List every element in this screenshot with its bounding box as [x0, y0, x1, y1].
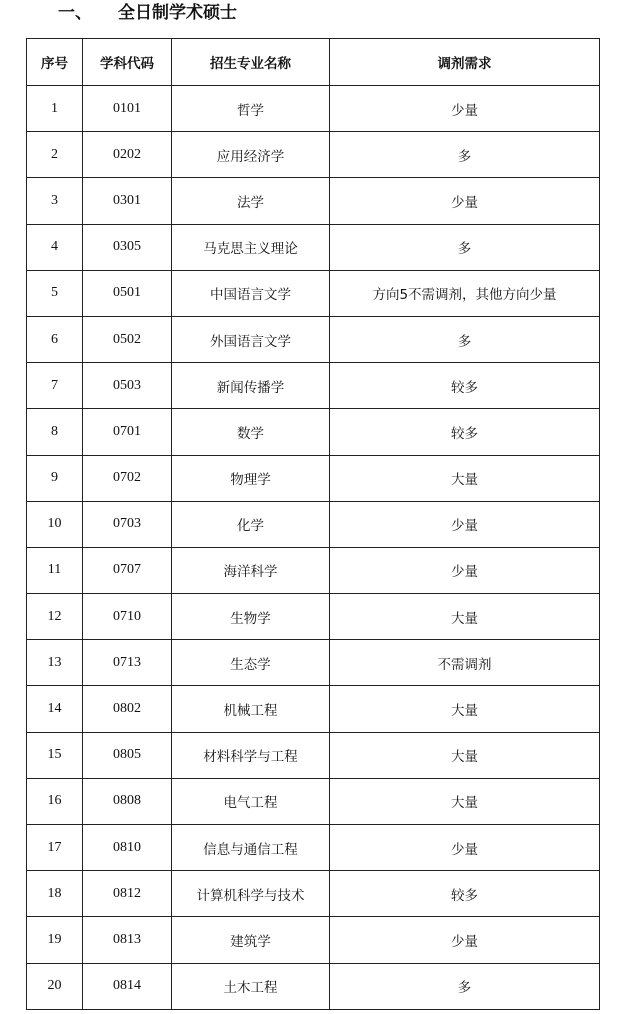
- table-row: [27, 686, 600, 732]
- table-body: [27, 86, 600, 1010]
- table-row: [27, 86, 600, 132]
- table-row: [27, 132, 600, 178]
- header-demand: 调剂需求: [330, 39, 600, 86]
- cell-seq: 17: [27, 825, 83, 871]
- table-row: [27, 778, 600, 824]
- cell-demand: 少量: [330, 86, 600, 132]
- cell-seq: 8: [27, 409, 83, 455]
- cell-seq: 19: [27, 917, 83, 963]
- cell-demand: 多: [330, 132, 600, 178]
- cell-code: 0702: [83, 455, 172, 501]
- cell-demand: 少量: [330, 917, 600, 963]
- cell-demand: 不需调剂: [330, 640, 600, 686]
- cell-code: 0808: [83, 778, 172, 824]
- header-major: 招生专业名称: [172, 39, 330, 86]
- cell-demand: 少量: [330, 178, 600, 224]
- cell-major: 土木工程: [172, 963, 330, 1009]
- section-heading: [58, 0, 237, 26]
- table-row: [27, 224, 600, 270]
- table-row: [27, 871, 600, 917]
- cell-code: 0703: [83, 501, 172, 547]
- cell-seq: 7: [27, 363, 83, 409]
- cell-major: 新闻传播学: [172, 363, 330, 409]
- cell-major: 中国语言文学: [172, 270, 330, 316]
- cell-major: 计算机科学与技术: [172, 871, 330, 917]
- section-number: 一、: [58, 3, 92, 23]
- table-row: [27, 594, 600, 640]
- table-row: [27, 178, 600, 224]
- cell-seq: 6: [27, 316, 83, 362]
- cell-seq: 13: [27, 640, 83, 686]
- cell-seq: 1: [27, 86, 83, 132]
- cell-code: 0707: [83, 547, 172, 593]
- table-row: [27, 455, 600, 501]
- cell-demand: 大量: [330, 778, 600, 824]
- cell-major: 哲学: [172, 86, 330, 132]
- cell-code: 0502: [83, 316, 172, 362]
- cell-code: 0810: [83, 825, 172, 871]
- cell-seq: 3: [27, 178, 83, 224]
- cell-demand: 多: [330, 963, 600, 1009]
- cell-demand: 少量: [330, 825, 600, 871]
- cell-major: 生态学: [172, 640, 330, 686]
- table-row: [27, 825, 600, 871]
- cell-code: 0710: [83, 594, 172, 640]
- header-seq: 序号: [27, 39, 83, 86]
- cell-code: 0813: [83, 917, 172, 963]
- cell-demand: 少量: [330, 547, 600, 593]
- cell-major: 电气工程: [172, 778, 330, 824]
- cell-code: 0802: [83, 686, 172, 732]
- cell-demand: 少量: [330, 501, 600, 547]
- cell-major: 应用经济学: [172, 132, 330, 178]
- table-header-row: [27, 39, 600, 86]
- cell-seq: 16: [27, 778, 83, 824]
- cell-seq: 2: [27, 132, 83, 178]
- table-row: [27, 917, 600, 963]
- cell-demand: 大量: [330, 686, 600, 732]
- cell-demand: 多: [330, 224, 600, 270]
- cell-major: 建筑学: [172, 917, 330, 963]
- cell-demand: 大量: [330, 594, 600, 640]
- cell-major: 马克思主义理论: [172, 224, 330, 270]
- cell-major: 海洋科学: [172, 547, 330, 593]
- cell-major: 材料科学与工程: [172, 732, 330, 778]
- cell-seq: 20: [27, 963, 83, 1009]
- cell-seq: 12: [27, 594, 83, 640]
- cell-major: 化学: [172, 501, 330, 547]
- cell-major: 生物学: [172, 594, 330, 640]
- cell-code: 0805: [83, 732, 172, 778]
- cell-demand: 较多: [330, 871, 600, 917]
- table-row: [27, 363, 600, 409]
- header-code: 学科代码: [83, 39, 172, 86]
- cell-seq: 10: [27, 501, 83, 547]
- cell-seq: 15: [27, 732, 83, 778]
- table-row: [27, 963, 600, 1009]
- cell-demand: 大量: [330, 732, 600, 778]
- cell-code: 0101: [83, 86, 172, 132]
- cell-major: 信息与通信工程: [172, 825, 330, 871]
- cell-seq: 5: [27, 270, 83, 316]
- cell-major: 法学: [172, 178, 330, 224]
- table-row: [27, 270, 600, 316]
- admission-quota-table: [26, 38, 600, 1010]
- cell-major: 机械工程: [172, 686, 330, 732]
- cell-code: 0202: [83, 132, 172, 178]
- table-row: [27, 547, 600, 593]
- cell-seq: 11: [27, 547, 83, 593]
- cell-major: 物理学: [172, 455, 330, 501]
- cell-code: 0503: [83, 363, 172, 409]
- cell-code: 0713: [83, 640, 172, 686]
- cell-major: 外国语言文学: [172, 316, 330, 362]
- cell-demand: 较多: [330, 363, 600, 409]
- table-row: [27, 501, 600, 547]
- cell-seq: 4: [27, 224, 83, 270]
- cell-code: 0814: [83, 963, 172, 1009]
- cell-code: 0305: [83, 224, 172, 270]
- cell-major: 数学: [172, 409, 330, 455]
- cell-seq: 18: [27, 871, 83, 917]
- table-row: [27, 409, 600, 455]
- cell-code: 0501: [83, 270, 172, 316]
- cell-demand: 大量: [330, 455, 600, 501]
- cell-demand: 较多: [330, 409, 600, 455]
- cell-code: 0812: [83, 871, 172, 917]
- cell-seq: 14: [27, 686, 83, 732]
- cell-demand: 方向5不需调剂，其他方向少量: [330, 270, 600, 316]
- table-row: [27, 732, 600, 778]
- cell-demand: 多: [330, 316, 600, 362]
- table-row: [27, 316, 600, 362]
- table-row: [27, 640, 600, 686]
- cell-code: 0301: [83, 178, 172, 224]
- cell-code: 0701: [83, 409, 172, 455]
- cell-seq: 9: [27, 455, 83, 501]
- section-title: 全日制学术硕士: [118, 3, 237, 23]
